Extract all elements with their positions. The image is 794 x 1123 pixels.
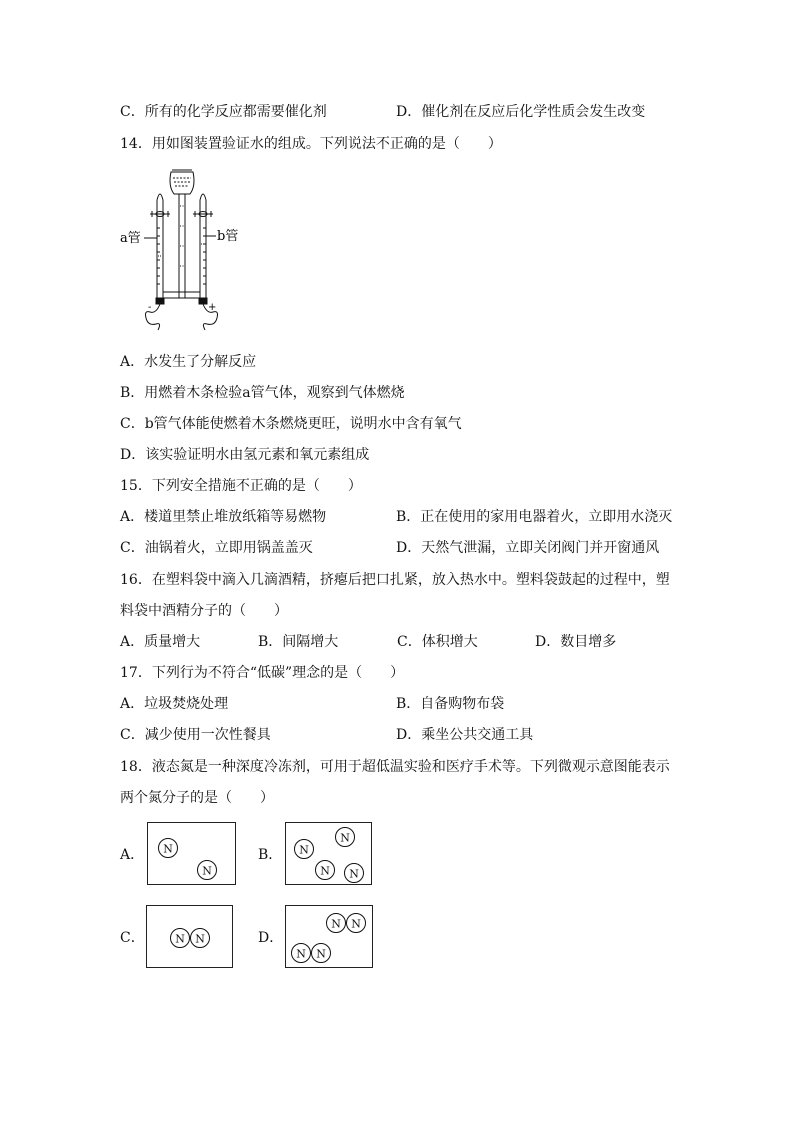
atom-n: N bbox=[316, 947, 326, 961]
q17-stem: 17．下列行为不符合“低碳”理念的是（ ） bbox=[120, 665, 405, 681]
q18-option-a-diagram[interactable] bbox=[147, 822, 236, 885]
q18-option-a-atoms bbox=[148, 823, 237, 886]
q16-stem-line1: 16．在塑料袋中滴入几滴酒精，挤瘪后把口扎紧，放入热水中。塑料袋鼓起的过程中，塑 bbox=[120, 572, 670, 588]
cathode-sign: - bbox=[148, 302, 152, 313]
q15-option-b[interactable]: B．正在使用的家用电器着火，立即用水浇灭 bbox=[396, 509, 673, 525]
q18-option-c-diagram[interactable] bbox=[146, 905, 233, 968]
q18-option-c-atoms bbox=[147, 906, 234, 969]
atom-n: N bbox=[349, 867, 359, 881]
atom-n: N bbox=[163, 842, 173, 856]
q15-stem: 15．下列安全措施不正确的是（ ） bbox=[120, 478, 362, 494]
q14-option-c[interactable]: C．b管气体能使燃着木条燃烧更旺，说明水中含有氧气 bbox=[120, 416, 462, 432]
anode-sign: + bbox=[208, 302, 217, 313]
q18-option-b-atoms bbox=[286, 823, 373, 886]
q17-options-ab bbox=[120, 695, 680, 713]
atom-n: N bbox=[320, 864, 330, 878]
q15-option-a[interactable]: A．楼道里禁止堆放纸箱等易燃物 bbox=[120, 509, 327, 525]
q18-option-d-atoms bbox=[286, 906, 374, 969]
q13-option-c[interactable]: C．所有的化学反应都需要催化剂 bbox=[120, 104, 327, 120]
q18-option-b-label[interactable]: B． bbox=[258, 847, 283, 863]
q18-option-d-diagram[interactable] bbox=[285, 905, 373, 968]
q13-option-d[interactable]: D．催化剂在反应后化学性质会发生改变 bbox=[396, 104, 646, 120]
atom-n: N bbox=[299, 843, 309, 857]
q14-stem: 14．用如图装置验证水的组成。下列说法不正确的是（ ） bbox=[120, 136, 502, 152]
q15-option-c[interactable]: C．油锅着火，立即用锅盖盖灭 bbox=[120, 540, 313, 556]
q18-option-c-label[interactable]: C． bbox=[120, 930, 145, 946]
q18-option-a-label[interactable]: A． bbox=[120, 847, 145, 863]
atom-n: N bbox=[296, 947, 306, 961]
q17-option-a[interactable]: A．垃圾焚烧处理 bbox=[120, 696, 229, 712]
q13-options-cd bbox=[120, 103, 680, 121]
q14-option-a[interactable]: A．水发生了分解反应 bbox=[120, 354, 257, 370]
q14-option-b[interactable]: B．用燃着木条检验a管气体，观察到气体燃烧 bbox=[120, 385, 405, 401]
q17-option-c[interactable]: C．减少使用一次性餐具 bbox=[120, 727, 271, 743]
q16-stem-line2: 料袋中酒精分子的（ ） bbox=[120, 603, 288, 619]
q17-option-b[interactable]: B．自备购物布袋 bbox=[396, 696, 505, 712]
q15-option-d[interactable]: D．天然气泄漏，立即关闭阀门并开窗通风 bbox=[396, 540, 660, 556]
q15-options-cd bbox=[120, 539, 680, 557]
q15-options-ab bbox=[120, 508, 680, 526]
atom-n: N bbox=[195, 932, 205, 946]
atom-n: N bbox=[331, 917, 341, 931]
q18-stem-line1: 18．液态氮是一种深度冷冻剂，可用于超低温实验和医疗手术等。下列微观示意图能表示 bbox=[120, 759, 670, 775]
q16-option-d[interactable]: D．数目增多 bbox=[535, 634, 617, 650]
atom-n: N bbox=[202, 864, 212, 878]
q18-option-d-label[interactable]: D． bbox=[258, 930, 284, 946]
electrolysis-apparatus-diagram bbox=[116, 166, 256, 340]
atom-n: N bbox=[340, 831, 350, 845]
tube-b-label: b管 bbox=[217, 229, 239, 244]
q17-option-d[interactable]: D．乘坐公共交通工具 bbox=[396, 727, 534, 743]
q14-option-d[interactable]: D．该实验证明水由氢元素和氧元素组成 bbox=[120, 447, 370, 463]
q16-option-a[interactable]: A．质量增大 bbox=[120, 634, 201, 650]
q17-options-cd bbox=[120, 726, 680, 744]
q18-option-b-diagram[interactable] bbox=[285, 822, 372, 885]
q18-stem-line2: 两个氮分子的是（ ） bbox=[120, 790, 274, 806]
tube-a-label: a管 bbox=[120, 231, 141, 246]
q16-option-c[interactable]: C．体积增大 bbox=[397, 634, 478, 650]
q16-option-b[interactable]: B．间隔增大 bbox=[258, 634, 339, 650]
atom-n: N bbox=[351, 917, 361, 931]
atom-n: N bbox=[175, 932, 185, 946]
